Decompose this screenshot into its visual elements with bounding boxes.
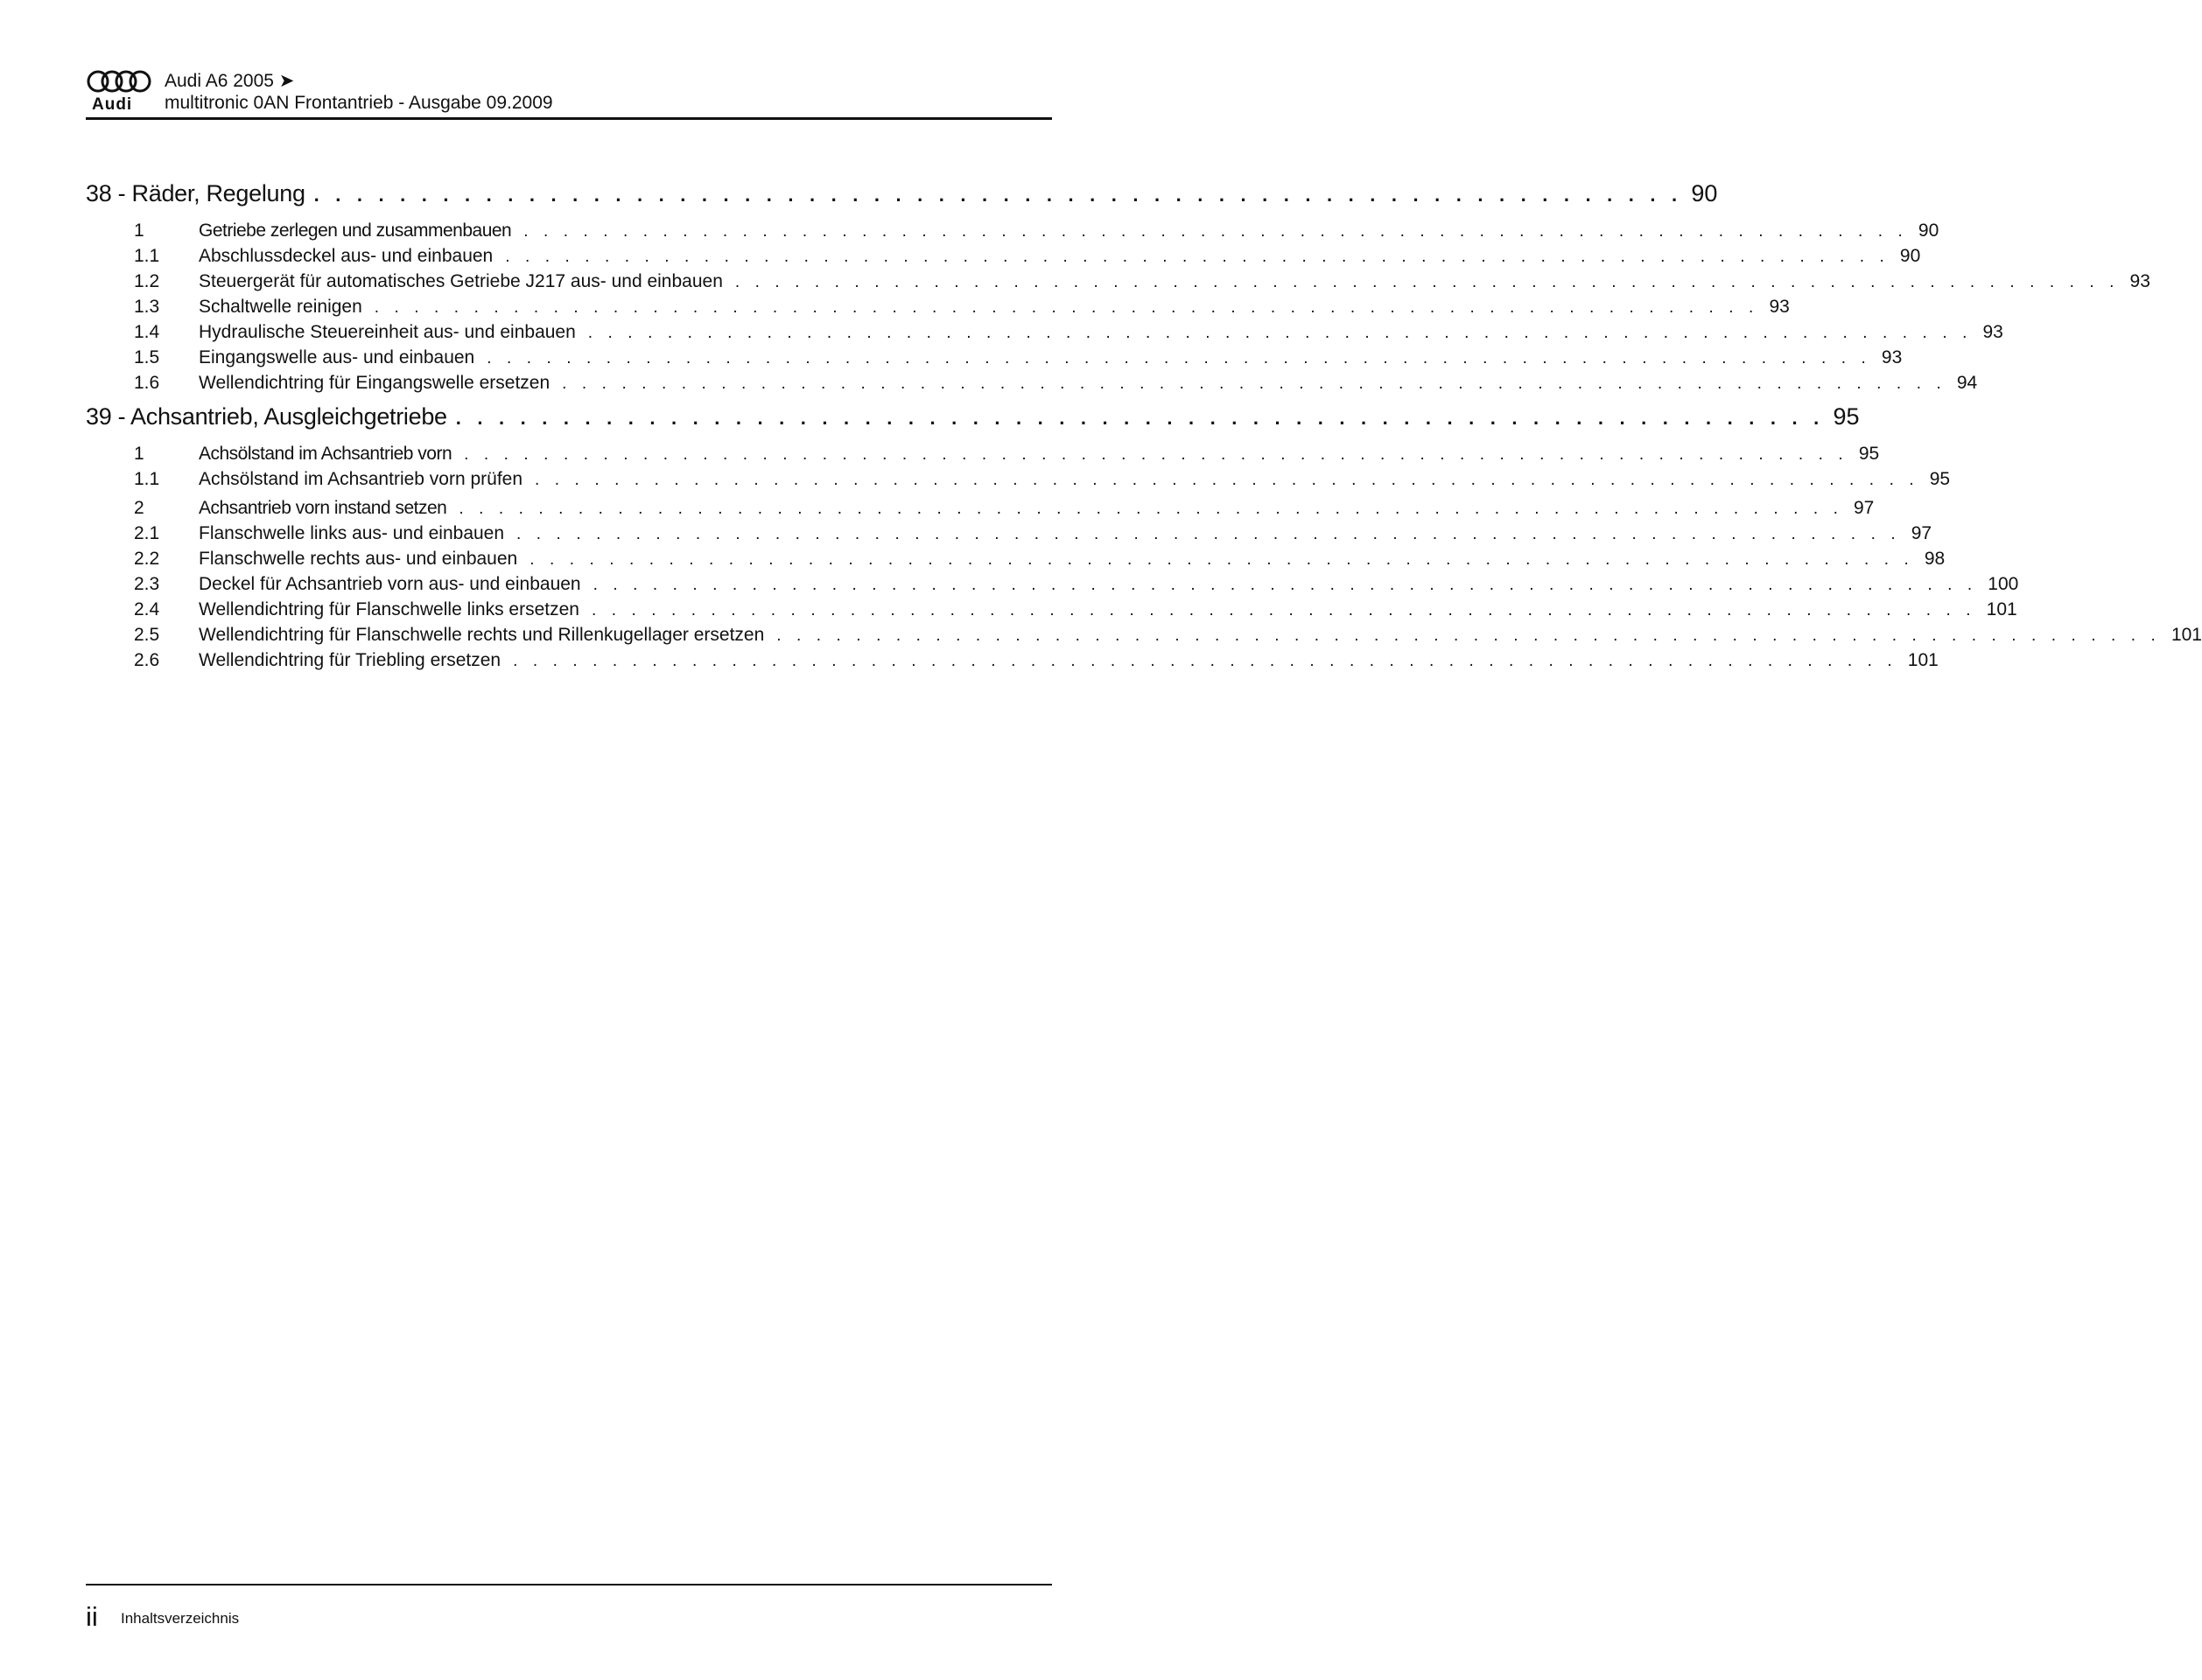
entry-page: 100	[1988, 574, 2019, 594]
entry-title: Achsantrieb vorn instand setzen	[199, 498, 447, 518]
entry-page: 90	[1899, 246, 1921, 266]
entry-page: 98	[1924, 549, 1946, 569]
toc-entry[interactable]	[86, 625, 2202, 650]
entry-number: 2.5	[134, 625, 160, 645]
entry-page: 101	[1907, 650, 1939, 670]
chapter-page: 95	[1833, 403, 1860, 430]
entry-number: 1.1	[134, 469, 160, 489]
header-subtitle: multitronic 0AN Frontantrieb - Ausgabe 09.2009	[165, 93, 553, 113]
entry-title: Abschlussdeckel aus- und einbauen	[199, 246, 494, 266]
page-header	[86, 68, 1052, 120]
entry-number: 1.2	[134, 271, 160, 291]
toc-chapter[interactable]	[86, 180, 1718, 220]
toc-entry[interactable]	[86, 469, 1951, 494]
dot-leader: . . . . . . . . . . . . . . . . . . . . . . . . . . . . . . . . . . . . . . . . . . . . . . . . . . . . . . . . . . . . . . . . . . . . . .	[516, 525, 1901, 543]
toc-entry[interactable]	[86, 574, 2019, 599]
audi-logo	[86, 68, 154, 114]
entry-page: 93	[1881, 347, 1903, 368]
dot-leader: . . . . . . . . . . . . . . . . . . . . . . . . . . . . . . . . . . . . . . . . . . . . . . . . . . . . . . . . . . . . . . . . . . . . . .	[535, 471, 1919, 489]
dot-leader: . . . . . . . . . . . . . . . . . . . . . . . . . . . . . . . . . . . . . . . . . . . . . . . . . . . . . . . . . . . . . . . . . . . . . .	[587, 324, 1973, 342]
dot-leader: . . . . . . . . . . . . . . . . . . . . . . . . . . . . . . . . . . . . . . . . . . . . . . . . . . . . . . . . . . . . . . . . . . . . . .	[513, 652, 1897, 670]
entry-page: 97	[1854, 498, 1875, 518]
entry-title: Hydraulische Steuereinheit aus- und einbauen	[199, 322, 576, 342]
dot-leader: . . . . . . . . . . . . . . . . . . . . . . . . . . . . . . . . . . . . . . . . . . . . . . . . . . . . . . . . . . . . . . . . . . . . . .	[734, 273, 2120, 291]
toc-entry[interactable]	[86, 498, 1875, 523]
entry-title: Achsölstand im Achsantrieb vorn prüfen	[199, 469, 523, 489]
entry-number: 1	[134, 444, 144, 464]
dot-leader: . . . . . . . . . . . . . . . . . . . . . . . . . . . . . . . . . . . . . . . . . . . . . . . . . . . . . . . . . . . . . . . . . . . . . .	[776, 626, 2161, 645]
entry-page: 101	[1986, 599, 2017, 620]
entry-number: 2.1	[134, 523, 160, 543]
dot-leader: . . . . . . . . . . . . . . . . . . . . . . . . . . . . . . . . . . . . . . . . . . . . . . . . . . . . . . . . . . . . . . . . . . . . . .	[562, 374, 1946, 393]
toc-entry[interactable]	[86, 347, 1903, 373]
entry-number: 1.4	[134, 322, 160, 342]
dot-leader: . . . . . . . . . . . . . . . . . . . . . . . . . . . . . . . . . . . . . . . . . . . . . . . . . . . . . . . . . . . . . . . . . . . . . .	[523, 222, 1908, 241]
entry-title: Schaltwelle reinigen	[199, 297, 362, 317]
chapter-title: 39 - Achsantrieb, Ausgleichgetriebe	[86, 403, 447, 430]
entry-number: 1	[134, 220, 144, 241]
toc-entry[interactable]	[86, 523, 1932, 549]
header-model: Audi A6 2005 ➤	[165, 71, 295, 91]
toc-entry[interactable]	[86, 599, 2017, 625]
toc-entry[interactable]	[86, 271, 2150, 297]
chapter-title: 38 - Räder, Regelung	[86, 180, 305, 206]
entry-number: 1.6	[134, 373, 160, 393]
entry-title: Wellendichtring für Flanschwelle rechts und Rillenkugellager ersetzen	[199, 625, 765, 645]
entry-number: 1.3	[134, 297, 160, 317]
entry-page: 95	[1929, 469, 1951, 489]
entry-number: 2.2	[134, 549, 160, 569]
entry-number: 1.5	[134, 347, 160, 368]
entry-page: 93	[1769, 297, 1790, 317]
entry-page: 93	[2129, 271, 2150, 291]
entry-number: 2.6	[134, 650, 160, 670]
table-of-contents	[86, 180, 2202, 676]
toc-entry[interactable]	[86, 322, 2003, 347]
toc-entry[interactable]	[86, 297, 1790, 322]
dot-leader: . . . . . . . . . . . . . . . . . . . . . . . . . . . . . . . . . . . . . . . . . . . . . . . . . . . . . . . . . . . . . . . .	[313, 184, 1683, 206]
toc-entry[interactable]	[86, 549, 1946, 574]
entry-title: Wellendichtring für Triebling ersetzen	[199, 650, 501, 670]
dot-leader: . . . . . . . . . . . . . . . . . . . . . . . . . . . . . . . . . . . . . . . . . . . . . . . . . . . . . . . . . . . . . . . . . . . . . .	[593, 576, 1978, 594]
entry-title: Steuergerät für automatisches Getriebe J217 aus- und einbauen	[199, 271, 723, 291]
dot-leader: . . . . . . . . . . . . . . . . . . . . . . . . . . . . . . . . . . . . . . . . . . . . . . . . . . . . . . . . . . . . . . . . . . . . . .	[374, 298, 1759, 317]
dot-leader: . . . . . . . . . . . . . . . . . . . . . . . . . . . . . . . . . . . . . . . . . . . . . . . . . . . . . . . . . . . . . . . . . . . . . .	[505, 248, 1890, 266]
dot-leader: . . . . . . . . . . . . . . . . . . . . . . . . . . . . . . . . . . . . . . . . . . . . . . . . . . . . . . . . . . . . . . . . . . . . . .	[464, 445, 1848, 464]
entry-number: 2.4	[134, 599, 160, 620]
entry-title: Flanschwelle rechts aus- und einbauen	[199, 549, 518, 569]
audi-rings-icon	[86, 68, 154, 96]
entry-page: 101	[2170, 625, 2202, 645]
page-footer	[86, 1584, 1052, 1632]
entry-title: Wellendichtring für Flanschwelle links ersetzen	[199, 599, 579, 620]
page-number: ii	[86, 1601, 98, 1632]
toc-entry[interactable]	[86, 650, 1939, 676]
dot-leader: . . . . . . . . . . . . . . . . . . . . . . . . . . . . . . . . . . . . . . . . . . . . . . . . . . . . . . . . . . . . . . . . . . . . . .	[487, 349, 1871, 368]
chapter-page: 90	[1691, 180, 1718, 206]
entry-page: 93	[1982, 322, 2003, 342]
entry-title: Flanschwelle links aus- und einbauen	[199, 523, 505, 543]
footer-label: Inhaltsverzeichnis	[121, 1610, 240, 1627]
entry-number: 1.1	[134, 246, 160, 266]
entry-number: 2.3	[134, 574, 160, 594]
toc-entry[interactable]	[86, 373, 1978, 398]
toc-chapter[interactable]	[86, 403, 1860, 444]
toc-entry[interactable]	[86, 444, 1880, 469]
audi-wordmark: Audi	[92, 95, 133, 114]
entry-page: 95	[1858, 444, 1880, 464]
toc-entry[interactable]	[86, 220, 1939, 246]
entry-title: Achsölstand im Achsantrieb vorn	[199, 444, 452, 464]
entry-number: 2	[134, 498, 144, 518]
dot-leader: . . . . . . . . . . . . . . . . . . . . . . . . . . . . . . . . . . . . . . . . . . . . . . . . . . . . . . . . . . . . . . . .	[455, 407, 1825, 429]
entry-page: 90	[1918, 220, 1939, 241]
entry-page: 97	[1911, 523, 1932, 543]
entry-page: 94	[1956, 373, 1978, 393]
dot-leader: . . . . . . . . . . . . . . . . . . . . . . . . . . . . . . . . . . . . . . . . . . . . . . . . . . . . . . . . . . . . . . . . . . . . . .	[529, 550, 1914, 569]
entry-title: Wellendichtring für Eingangswelle ersetzen	[199, 373, 550, 393]
entry-title: Eingangswelle aus- und einbauen	[199, 347, 475, 368]
toc-entry[interactable]	[86, 246, 1921, 271]
entry-title: Deckel für Achsantrieb vorn aus- und einbauen	[199, 574, 581, 594]
dot-leader: . . . . . . . . . . . . . . . . . . . . . . . . . . . . . . . . . . . . . . . . . . . . . . . . . . . . . . . . . . . . . . . . . . . . . .	[591, 601, 1976, 620]
entry-title: Getriebe zerlegen und zusammenbauen	[199, 220, 512, 241]
dot-leader: . . . . . . . . . . . . . . . . . . . . . . . . . . . . . . . . . . . . . . . . . . . . . . . . . . . . . . . . . . . . . . . . . . . . . .	[459, 500, 1843, 518]
